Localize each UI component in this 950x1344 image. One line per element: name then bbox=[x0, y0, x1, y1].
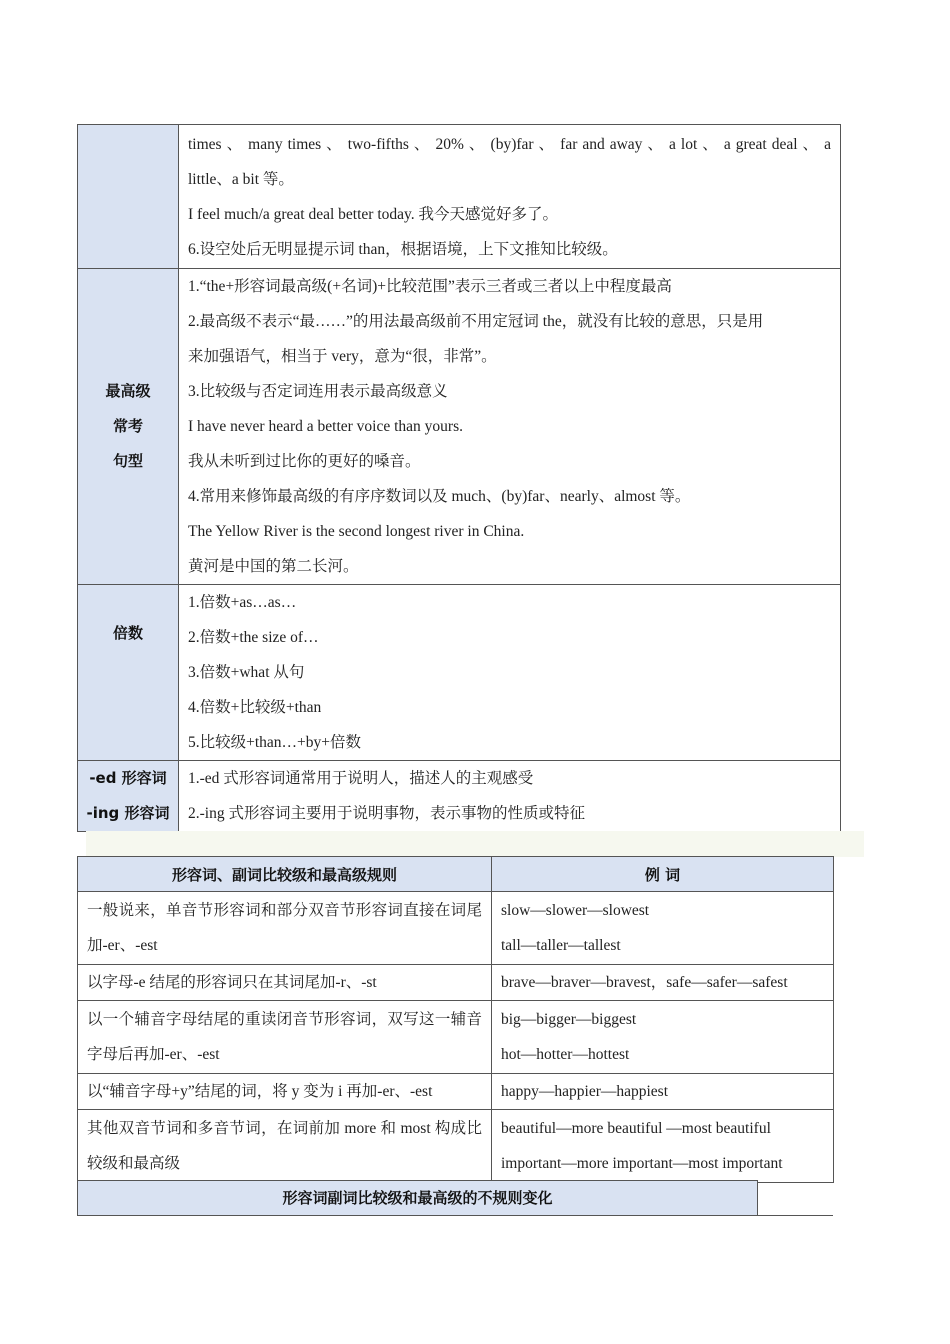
example-cell: big—bigger—biggest hot—hotter—hottest bbox=[492, 1001, 834, 1074]
text-line: I feel much/a great deal better today. 我今天感觉好多了。 bbox=[188, 205, 559, 223]
text-line: I have never heard a better voice than yours. bbox=[188, 418, 463, 435]
text-line: The Yellow River is the second longest river in China. bbox=[188, 523, 525, 540]
comparison-usage-table bbox=[77, 124, 841, 832]
row-content bbox=[179, 585, 841, 761]
table-row bbox=[78, 1001, 834, 1074]
table-row bbox=[78, 125, 841, 269]
example-cell: beautiful—more beautiful —most beautiful important—more important—most important bbox=[492, 1110, 834, 1183]
table-row bbox=[78, 585, 841, 761]
text-line: 1.“the+形容词最高级(+名词)+比较范围”表示三者或三者以上中程度最高 bbox=[188, 278, 672, 295]
row-header-multiples: 倍数 bbox=[78, 585, 179, 761]
irregular-changes-title: 形容词副词比较级和最高级的不规则变化 bbox=[77, 1180, 758, 1216]
column-header-rules: 形容词、副词比较级和最高级规则 bbox=[78, 857, 492, 892]
text-line: times 、 many times 、 two-fifths 、 20% 、 (by)far 、 far and away 、 a lot 、 a great deal 、 a bbox=[188, 135, 831, 153]
example-cell: slow—slower—slowest tall—taller—tallest bbox=[492, 892, 834, 965]
row-header-empty bbox=[78, 125, 179, 269]
text-line: 2.-ing 式形容词主要用于说明事物，表示事物的性质或特征 bbox=[188, 805, 585, 822]
row-content bbox=[179, 761, 841, 832]
text-line: 黄河是中国的第二长河。 bbox=[188, 558, 359, 575]
rule-cell: 以“辅音字母+y”结尾的词，将 y 变为 i 再加-er、-est bbox=[78, 1074, 492, 1110]
text-line: 我从未听到过比你的更好的嗓音。 bbox=[188, 453, 421, 470]
irregular-changes-table bbox=[77, 1180, 833, 1216]
text-line: 3.比较级与否定词连用表示最高级意义 bbox=[188, 383, 448, 400]
table-row bbox=[78, 1110, 834, 1183]
text-line: 1.倍数+as…as… bbox=[188, 594, 297, 611]
table-row bbox=[78, 892, 834, 965]
example-cell: happy—happier—happiest bbox=[492, 1074, 834, 1110]
table-header-row bbox=[78, 857, 834, 892]
text-line: 1.-ed 式形容词通常用于说明人，描述人的主观感受 bbox=[188, 770, 534, 787]
table-row bbox=[78, 761, 841, 832]
table-row bbox=[78, 965, 834, 1001]
row-header-ed-ing-adjectives: -ed 形容词 -ing 形容词 bbox=[78, 761, 179, 832]
row-header-superlative-patterns: 最高级 常考 句型 bbox=[78, 269, 179, 585]
example-cell: brave—braver—bravest，safe—safer—safest bbox=[492, 965, 834, 1001]
text-line: 2.倍数+the size of… bbox=[188, 629, 319, 646]
section-shading bbox=[86, 831, 864, 857]
rule-cell: 一般说来，单音节形容词和部分双音节形容词直接在词尾加-er、-est bbox=[78, 892, 492, 965]
text-line: 6.设空处后无明显提示词 than，根据语境，上下文推知比较级。 bbox=[188, 240, 618, 258]
table-border bbox=[758, 1215, 833, 1216]
row-content bbox=[179, 269, 841, 585]
text-line: 4.常用来修饰最高级的有序序数词以及 much、(by)far、nearly、almost 等。 bbox=[188, 488, 691, 505]
text-line: 4.倍数+比较级+than bbox=[188, 699, 322, 716]
comparison-rules-table bbox=[77, 856, 834, 1183]
text-line: 5.比较级+than…+by+倍数 bbox=[188, 734, 362, 751]
table-row bbox=[78, 1074, 834, 1110]
text-line: 2.最高级不表示“最……”的用法最高级前不用定冠词 the，就没有比较的意思，只是用 bbox=[188, 313, 764, 330]
rule-cell: 以字母-e 结尾的形容词只在其词尾加-r、-st bbox=[78, 965, 492, 1001]
rule-cell: 其他双音节词和多音节词，在词前加 more 和 most 构成比较级和最高级 bbox=[78, 1110, 492, 1183]
row-content bbox=[179, 125, 841, 269]
table-row bbox=[78, 269, 841, 585]
text-line: 3.倍数+what 从句 bbox=[188, 664, 305, 681]
rule-cell: 以一个辅音字母结尾的重读闭音节形容词，双写这一辅音字母后再加-er、-est bbox=[78, 1001, 492, 1074]
text-line: little、a bit 等。 bbox=[188, 170, 294, 188]
text-line: 来加强语气，相当于 very，意为“很，非常”。 bbox=[188, 348, 497, 365]
column-header-examples: 例 词 bbox=[492, 857, 834, 892]
